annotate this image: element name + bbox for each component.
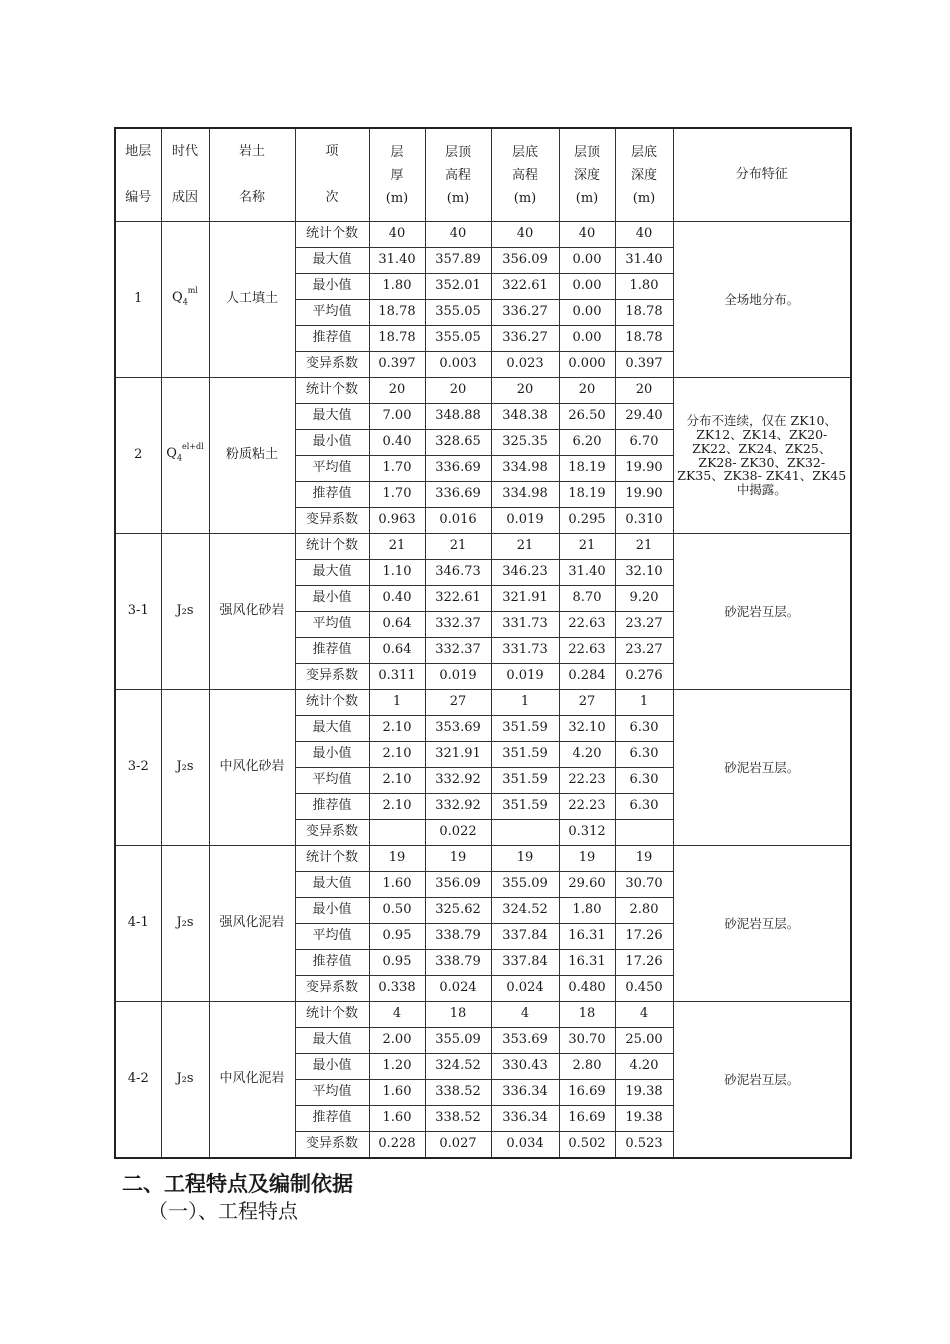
item-label-cell: 变异系数 [295, 508, 369, 534]
item-label-cell: 统计个数 [295, 690, 369, 716]
header-age: 时代 成因 [161, 128, 209, 222]
value-cell: 4.20 [559, 742, 615, 768]
value-cell: 0.000 [559, 352, 615, 378]
value-cell: 0.00 [559, 274, 615, 300]
header-top-elevation: 层顶 高程 (m) [425, 128, 491, 222]
value-cell: 334.98 [491, 456, 559, 482]
value-cell: 351.59 [491, 716, 559, 742]
value-cell: 0.450 [615, 976, 673, 1002]
age-superscript: el+dl [182, 442, 204, 452]
header-bottom-depth: 层底 深度 (m) [615, 128, 673, 222]
value-cell: 355.09 [491, 872, 559, 898]
value-cell: 16.69 [559, 1106, 615, 1132]
value-cell: 0.963 [369, 508, 425, 534]
value-cell: 0.023 [491, 352, 559, 378]
value-cell: 0.022 [425, 820, 491, 846]
value-cell: 336.69 [425, 482, 491, 508]
value-cell: 0.019 [425, 664, 491, 690]
value-cell: 19 [491, 846, 559, 872]
value-cell: 21 [559, 534, 615, 560]
item-label-cell: 平均值 [295, 1080, 369, 1106]
value-cell: 0.397 [615, 352, 673, 378]
item-label-cell: 最小值 [295, 898, 369, 924]
value-cell: 332.37 [425, 612, 491, 638]
geologic-age-cell [161, 846, 209, 1002]
item-label-cell: 最小值 [295, 586, 369, 612]
value-cell: 348.38 [491, 404, 559, 430]
value-cell: 7.00 [369, 404, 425, 430]
value-cell: 25.00 [615, 1028, 673, 1054]
value-cell: 337.84 [491, 950, 559, 976]
value-cell [615, 820, 673, 846]
value-cell: 19 [369, 846, 425, 872]
item-label-cell: 推荐值 [295, 482, 369, 508]
rock-name-cell: 强风化砂岩 [209, 534, 295, 690]
item-label-cell: 最大值 [295, 248, 369, 274]
header-thickness: 层 厚 (m) [369, 128, 425, 222]
value-cell: 336.27 [491, 300, 559, 326]
value-cell: 4 [615, 1002, 673, 1028]
rock-name-cell: 人工填土 [209, 222, 295, 378]
value-cell: 40 [369, 222, 425, 248]
value-cell: 40 [615, 222, 673, 248]
value-cell: 1.60 [369, 1080, 425, 1106]
value-cell: 19.38 [615, 1106, 673, 1132]
value-cell: 332.92 [425, 768, 491, 794]
header-layer-no: 地层 编号 [115, 128, 161, 222]
header-distribution: 分布特征 [673, 128, 851, 222]
value-cell: 8.70 [559, 586, 615, 612]
layer-number-cell: 1 [115, 222, 161, 378]
header-item: 项 次 [295, 128, 369, 222]
value-cell: 6.30 [615, 768, 673, 794]
layer-number-cell: 2 [115, 378, 161, 534]
value-cell: 1 [615, 690, 673, 716]
value-cell: 334.98 [491, 482, 559, 508]
rock-name-cell: 中风化泥岩 [209, 1002, 295, 1159]
header-rock-name: 岩土 名称 [209, 128, 295, 222]
item-label-cell: 最大值 [295, 560, 369, 586]
value-cell: 0.00 [559, 248, 615, 274]
age-symbol: J₂s [176, 759, 194, 775]
value-cell: 0.024 [425, 976, 491, 1002]
value-cell: 321.91 [491, 586, 559, 612]
value-cell: 0.40 [369, 430, 425, 456]
value-cell: 22.63 [559, 638, 615, 664]
value-cell: 0.027 [425, 1132, 491, 1159]
value-cell: 0.50 [369, 898, 425, 924]
value-cell: 338.79 [425, 950, 491, 976]
age-symbol: J₂s [176, 603, 194, 619]
value-cell: 21 [615, 534, 673, 560]
value-cell: 0.00 [559, 326, 615, 352]
value-cell: 40 [425, 222, 491, 248]
item-label-cell: 最大值 [295, 716, 369, 742]
value-cell: 1.80 [559, 898, 615, 924]
value-cell: 325.35 [491, 430, 559, 456]
value-cell: 16.31 [559, 924, 615, 950]
value-cell: 19 [615, 846, 673, 872]
value-cell: 6.30 [615, 742, 673, 768]
value-cell: 351.59 [491, 794, 559, 820]
value-cell: 20 [559, 378, 615, 404]
value-cell: 1.80 [369, 274, 425, 300]
item-label-cell: 推荐值 [295, 1106, 369, 1132]
value-cell: 19.90 [615, 456, 673, 482]
rock-name-cell: 强风化泥岩 [209, 846, 295, 1002]
value-cell: 4 [369, 1002, 425, 1028]
value-cell: 0.40 [369, 586, 425, 612]
value-cell: 0.295 [559, 508, 615, 534]
value-cell: 1.10 [369, 560, 425, 586]
value-cell: 18 [559, 1002, 615, 1028]
value-cell: 1.20 [369, 1054, 425, 1080]
value-cell: 40 [559, 222, 615, 248]
value-cell: 357.89 [425, 248, 491, 274]
value-cell: 21 [491, 534, 559, 560]
item-label-cell: 统计个数 [295, 534, 369, 560]
value-cell: 6.70 [615, 430, 673, 456]
value-cell: 6.30 [615, 794, 673, 820]
value-cell: 331.73 [491, 612, 559, 638]
item-label-cell: 平均值 [295, 768, 369, 794]
subsection-heading: （一）、工程特点 [148, 1199, 298, 1223]
item-label-cell: 最大值 [295, 1028, 369, 1054]
geologic-age-cell [161, 534, 209, 690]
value-cell: 2.80 [615, 898, 673, 924]
value-cell: 29.40 [615, 404, 673, 430]
stratum-statistics-table [114, 127, 852, 1159]
item-label-cell: 变异系数 [295, 976, 369, 1002]
value-cell: 19 [425, 846, 491, 872]
value-cell: 325.62 [425, 898, 491, 924]
value-cell: 0.228 [369, 1132, 425, 1159]
item-label-cell: 最小值 [295, 742, 369, 768]
value-cell: 40 [491, 222, 559, 248]
section-heading: 二、工程特点及编制依据 [122, 1172, 353, 1196]
value-cell: 322.61 [491, 274, 559, 300]
layer-number-cell: 3-1 [115, 534, 161, 690]
table-row [115, 378, 851, 404]
table-row [115, 690, 851, 716]
item-label-cell: 变异系数 [295, 664, 369, 690]
value-cell: 0.016 [425, 508, 491, 534]
value-cell: 1.60 [369, 1106, 425, 1132]
layer-number-cell: 4-2 [115, 1002, 161, 1159]
value-cell: 26.50 [559, 404, 615, 430]
value-cell: 336.34 [491, 1106, 559, 1132]
geologic-age-cell [161, 378, 209, 534]
item-label-cell: 平均值 [295, 456, 369, 482]
age-subscript: 4 [182, 297, 188, 307]
value-cell: 20 [369, 378, 425, 404]
value-cell: 9.20 [615, 586, 673, 612]
age-symbol: Q [166, 446, 177, 462]
value-cell: 353.69 [491, 1028, 559, 1054]
item-label-cell: 最小值 [295, 430, 369, 456]
value-cell: 355.05 [425, 300, 491, 326]
value-cell: 20 [425, 378, 491, 404]
value-cell: 331.73 [491, 638, 559, 664]
distribution-cell: 分布不连续，仅在 ZK10、ZK12、ZK14、ZK20- ZK22、ZK24、ZK25、ZK28- ZK30、ZK32- ZK35、ZK38- ZK41、ZK45 中揭露。 [673, 378, 851, 534]
value-cell: 17.26 [615, 924, 673, 950]
value-cell: 19 [559, 846, 615, 872]
value-cell: 0.502 [559, 1132, 615, 1159]
value-cell: 336.69 [425, 456, 491, 482]
value-cell: 353.69 [425, 716, 491, 742]
value-cell: 18.78 [615, 326, 673, 352]
value-cell: 0.64 [369, 612, 425, 638]
geologic-age-cell [161, 690, 209, 846]
value-cell: 1.60 [369, 872, 425, 898]
value-cell: 22.63 [559, 612, 615, 638]
value-cell: 1 [491, 690, 559, 716]
value-cell: 30.70 [615, 872, 673, 898]
value-cell: 330.43 [491, 1054, 559, 1080]
value-cell: 1.80 [615, 274, 673, 300]
value-cell: 1.70 [369, 482, 425, 508]
value-cell [369, 820, 425, 846]
item-label-cell: 统计个数 [295, 378, 369, 404]
distribution-cell: 砂泥岩互层。 [673, 846, 851, 1002]
value-cell: 17.26 [615, 950, 673, 976]
value-cell: 31.40 [559, 560, 615, 586]
value-cell: 0.024 [491, 976, 559, 1002]
value-cell: 0.019 [491, 664, 559, 690]
value-cell: 351.59 [491, 768, 559, 794]
value-cell: 356.09 [491, 248, 559, 274]
item-label-cell: 最小值 [295, 1054, 369, 1080]
value-cell: 338.79 [425, 924, 491, 950]
value-cell: 32.10 [559, 716, 615, 742]
value-cell: 4 [491, 1002, 559, 1028]
distribution-cell: 砂泥岩互层。 [673, 690, 851, 846]
value-cell [491, 820, 559, 846]
value-cell: 336.34 [491, 1080, 559, 1106]
value-cell: 338.52 [425, 1080, 491, 1106]
value-cell: 0.276 [615, 664, 673, 690]
age-subscript: 4 [176, 453, 183, 463]
value-cell: 348.88 [425, 404, 491, 430]
value-cell: 19.38 [615, 1080, 673, 1106]
value-cell: 4.20 [615, 1054, 673, 1080]
value-cell: 19.90 [615, 482, 673, 508]
value-cell: 324.52 [425, 1054, 491, 1080]
item-label-cell: 平均值 [295, 612, 369, 638]
value-cell: 21 [425, 534, 491, 560]
value-cell: 351.59 [491, 742, 559, 768]
geologic-age-cell [161, 222, 209, 378]
layer-number-cell: 4-1 [115, 846, 161, 1002]
value-cell: 324.52 [491, 898, 559, 924]
item-label-cell: 变异系数 [295, 1132, 369, 1159]
item-label-cell: 最小值 [295, 274, 369, 300]
item-label-cell: 变异系数 [295, 820, 369, 846]
value-cell: 29.60 [559, 872, 615, 898]
table-header-row [115, 128, 851, 222]
value-cell: 16.69 [559, 1080, 615, 1106]
distribution-cell: 砂泥岩互层。 [673, 534, 851, 690]
item-label-cell: 推荐值 [295, 326, 369, 352]
value-cell: 355.05 [425, 326, 491, 352]
value-cell: 2.10 [369, 742, 425, 768]
item-label-cell: 统计个数 [295, 222, 369, 248]
table-row [115, 846, 851, 872]
value-cell: 32.10 [615, 560, 673, 586]
value-cell: 22.23 [559, 768, 615, 794]
value-cell: 336.27 [491, 326, 559, 352]
item-label-cell: 统计个数 [295, 1002, 369, 1028]
item-label-cell: 推荐值 [295, 950, 369, 976]
value-cell: 322.61 [425, 586, 491, 612]
age-symbol: Q [172, 290, 183, 306]
value-cell: 0.523 [615, 1132, 673, 1159]
table-body [115, 222, 851, 1159]
item-label-cell: 平均值 [295, 924, 369, 950]
value-cell: 0.64 [369, 638, 425, 664]
item-label-cell: 变异系数 [295, 352, 369, 378]
value-cell: 0.95 [369, 924, 425, 950]
value-cell: 0.00 [559, 300, 615, 326]
value-cell: 2.10 [369, 794, 425, 820]
value-cell: 20 [491, 378, 559, 404]
age-symbol: J₂s [176, 1071, 194, 1087]
value-cell: 332.37 [425, 638, 491, 664]
value-cell: 2.10 [369, 716, 425, 742]
distribution-cell: 砂泥岩互层。 [673, 1002, 851, 1159]
value-cell: 18.78 [369, 326, 425, 352]
item-label-cell: 平均值 [295, 300, 369, 326]
value-cell: 355.09 [425, 1028, 491, 1054]
value-cell: 0.003 [425, 352, 491, 378]
value-cell: 18.78 [615, 300, 673, 326]
item-label-cell: 统计个数 [295, 846, 369, 872]
value-cell: 18.78 [369, 300, 425, 326]
header-top-depth: 层顶 深度 (m) [559, 128, 615, 222]
value-cell: 332.92 [425, 794, 491, 820]
value-cell: 0.311 [369, 664, 425, 690]
value-cell: 346.73 [425, 560, 491, 586]
value-cell: 0.312 [559, 820, 615, 846]
value-cell: 2.10 [369, 768, 425, 794]
value-cell: 18 [425, 1002, 491, 1028]
value-cell: 0.397 [369, 352, 425, 378]
item-label-cell: 推荐值 [295, 794, 369, 820]
table-row [115, 1002, 851, 1028]
value-cell: 0.480 [559, 976, 615, 1002]
value-cell: 338.52 [425, 1106, 491, 1132]
value-cell: 21 [369, 534, 425, 560]
age-symbol: J₂s [176, 915, 194, 931]
value-cell: 2.80 [559, 1054, 615, 1080]
rock-name-cell: 粉质粘土 [209, 378, 295, 534]
value-cell: 2.00 [369, 1028, 425, 1054]
value-cell: 337.84 [491, 924, 559, 950]
age-superscript: ml [187, 286, 198, 296]
value-cell: 27 [559, 690, 615, 716]
header-bottom-elevation: 层底 高程 (m) [491, 128, 559, 222]
table-row [115, 534, 851, 560]
item-label-cell: 最大值 [295, 404, 369, 430]
table-row [115, 222, 851, 248]
value-cell: 0.034 [491, 1132, 559, 1159]
value-cell: 31.40 [369, 248, 425, 274]
value-cell: 30.70 [559, 1028, 615, 1054]
value-cell: 23.27 [615, 612, 673, 638]
value-cell: 16.31 [559, 950, 615, 976]
value-cell: 1 [369, 690, 425, 716]
value-cell: 321.91 [425, 742, 491, 768]
value-cell: 0.95 [369, 950, 425, 976]
distribution-cell: 全场地分布。 [673, 222, 851, 378]
value-cell: 20 [615, 378, 673, 404]
value-cell: 1.70 [369, 456, 425, 482]
value-cell: 0.019 [491, 508, 559, 534]
value-cell: 356.09 [425, 872, 491, 898]
layer-number-cell: 3-2 [115, 690, 161, 846]
value-cell: 22.23 [559, 794, 615, 820]
value-cell: 0.310 [615, 508, 673, 534]
value-cell: 31.40 [615, 248, 673, 274]
item-label-cell: 推荐值 [295, 638, 369, 664]
rock-name-cell: 中风化砂岩 [209, 690, 295, 846]
value-cell: 0.284 [559, 664, 615, 690]
value-cell: 352.01 [425, 274, 491, 300]
value-cell: 6.20 [559, 430, 615, 456]
value-cell: 0.338 [369, 976, 425, 1002]
value-cell: 18.19 [559, 456, 615, 482]
value-cell: 6.30 [615, 716, 673, 742]
value-cell: 18.19 [559, 482, 615, 508]
value-cell: 27 [425, 690, 491, 716]
geologic-age-cell [161, 1002, 209, 1159]
value-cell: 328.65 [425, 430, 491, 456]
value-cell: 346.23 [491, 560, 559, 586]
item-label-cell: 最大值 [295, 872, 369, 898]
value-cell: 23.27 [615, 638, 673, 664]
